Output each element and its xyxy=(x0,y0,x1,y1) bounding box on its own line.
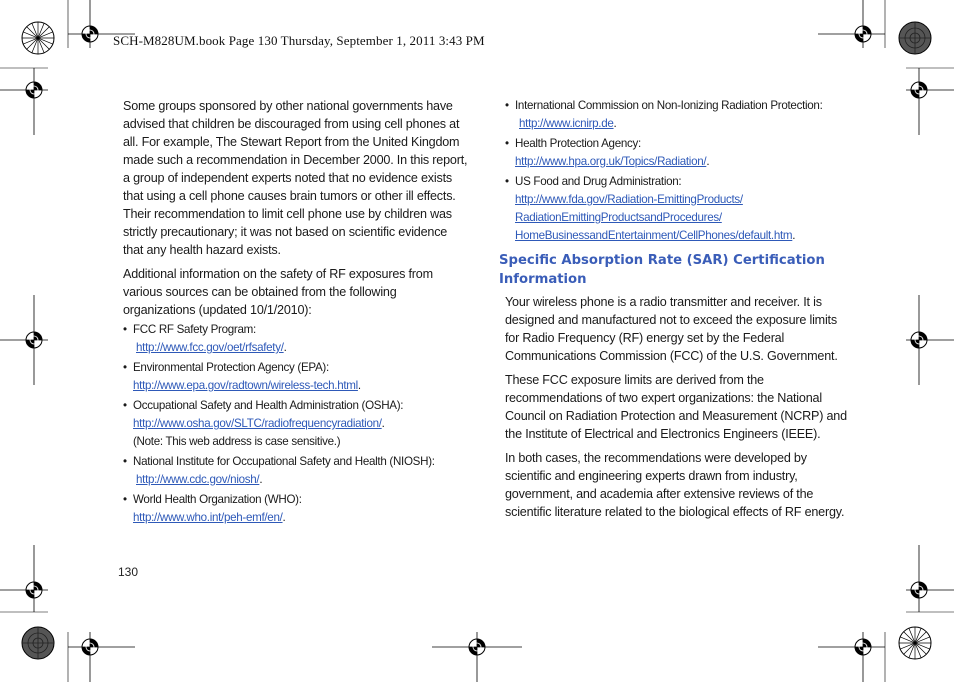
paragraph-transmitter: Your wireless phone is a radio transmitter and receiver. It is designed and manufactured not to exceed the exposure limits for Radio Frequency (RF) energy set by the Federal Communications Commission (FCC) of the U.S. Government. xyxy=(505,295,838,363)
list-item xyxy=(499,173,849,191)
list-item xyxy=(123,453,468,471)
paragraph-fcc-limits: These FCC exposure limits are derived from the recommendations of two expert organizations: the National Council on Radiation Protection and Measurement (NCRP) and the Institute of Electrical and Electronics Engineers (IEEE). xyxy=(505,373,847,441)
link-hpa[interactable]: http://www.hpa.org.uk/Topics/Radiation/ xyxy=(515,155,707,168)
link-fda-part-2[interactable]: RadiationEmittingProductsandProcedures/ xyxy=(515,211,722,224)
paragraph-stewart-report: Some groups sponsored by other national governments have advised that children be discouraged from using cell phones at all. For example, The Stewart Report from the United Kingdom made such a recommendation in December 2000. In this report, a group of independent experts noted that no evidence exists that using a cell phone causes brain tumors or other ill effects. Their recommendation to limit cell phone use by children was strictly precautionary; it was not based on scientific evidence that any health hazard exists. xyxy=(123,99,468,257)
link-osha[interactable]: http://www.osha.gov/SLTC/radiofrequencyradiation/ xyxy=(133,417,382,430)
list-item xyxy=(123,359,468,377)
org-label: US Food and Drug Administration: xyxy=(515,175,682,188)
bullet-mark: • xyxy=(123,455,127,468)
org-label: International Commission on Non-Ionizing Radiation Protection: xyxy=(515,99,823,112)
bullet-mark: • xyxy=(505,137,509,150)
paragraph-recommendations: In both cases, the recommendations were developed by scientific and engineering experts drawn from industry, government, and academia after extensive reviews of the scientific literature related to the biological effects of RF energy. xyxy=(505,451,845,519)
bullet-mark: • xyxy=(505,99,509,112)
bullet-mark: • xyxy=(123,493,127,506)
org-label: Occupational Safety and Health Administration (OSHA): xyxy=(133,399,404,412)
link-fda-part-3[interactable]: HomeBusinessandEntertainment/CellPhones/default.htm xyxy=(515,229,793,242)
bullet-mark: • xyxy=(123,323,127,336)
paragraph-additional-info: Additional information on the safety of RF exposures from various sources can be obtained from the following organizations (updated 10/1/2010): xyxy=(123,267,433,317)
list-item xyxy=(123,397,468,415)
section-heading-sar: Specific Absorption Rate (SAR) Certification Information xyxy=(499,253,825,287)
link-icnirp[interactable]: http://www.icnirp.de xyxy=(519,117,614,130)
right-column: • International Commission on Non-Ionizing Radiation Protection: http://www.icnirp.de. • Health Protection Agency: http://www.hpa.org.uk/Topics/Radiation/. • US Food and Drug Administration: http://www.fda.gov/Radiation-EmittingProducts/ RadiationEmittingProductsandProcedures/ HomeBusinessandEntertainment/CellPhones/default.htm. Specific Absorption Rate (SAR) Certification Information Your wireless phone is a radio transmitter and receiver. It is designed and manufactured not to exceed the exposure limits for Radio Frequency (RF) energy set by the Federal Communications Commission (FCC) of the U.S. Government. These FCC exposure limits are derived from the recommendations of two expert organizations: the National Council on Radiation Protection and Measurement (NCRP) and the Institute of Electrical and Electronics Engineers (IEEE). In both cases, the recommendations were developed by scientific and engineering experts drawn from industry, government, and academia after extensive reviews of the scientific literature related to the biological effects of RF energy. xyxy=(499,97,849,527)
org-label: FCC RF Safety Program: xyxy=(133,323,256,336)
list-item xyxy=(499,135,849,153)
list-item xyxy=(123,321,468,339)
link-epa[interactable]: http://www.epa.gov/radtown/wireless-tech.html xyxy=(133,379,358,392)
link-who[interactable]: http://www.who.int/peh-emf/en/ xyxy=(133,511,283,524)
org-label: World Health Organization (WHO): xyxy=(133,493,302,506)
list-item xyxy=(499,97,849,115)
org-label: Health Protection Agency: xyxy=(515,137,641,150)
page-number: 130 xyxy=(118,565,139,579)
bullet-mark: • xyxy=(505,175,509,188)
link-fcc[interactable]: http://www.fcc.gov/oet/rfsafety/ xyxy=(136,341,284,354)
bullet-mark: • xyxy=(123,399,127,412)
osha-note: (Note: This web address is case sensitive.) xyxy=(133,435,341,448)
list-item xyxy=(123,491,468,509)
left-column: Some groups sponsored by other national governments have advised that children be discouraged from using cell phones at all. For example, The Stewart Report from the United Kingdom made such a recommendation in December 2000. In this report, a group of independent experts noted that no evidence exists that using a cell phone causes brain tumors or other ill effects. Their recommendation to limit cell phone use by children was strictly precautionary; it was not based on scientific evidence that any health hazard exists. Additional information on the safety of RF exposures from various sources can be obtained from the following organizations (updated 10/1/2010): • FCC RF Safety Program: http://www.fcc.gov/oet/rfsafety/. • Environmental Protection Agency (EPA): http://www.epa.gov/radtown/wireless-tech.html. • Occupational Safety and Health Administration (OSHA): http://www.osha.gov/SLTC/radiofrequencyradiation/. (Note: This web address is case sensitive.) • National Institute for Occupational Safety and Health (NIOSH): http://www.cdc.gov/niosh/. • World Health Organization (WHO): http://www.who.int/peh-emf/en/. xyxy=(123,99,468,524)
bullet-mark: • xyxy=(123,361,127,374)
link-niosh[interactable]: http://www.cdc.gov/niosh/ xyxy=(136,473,260,486)
org-label: National Institute for Occupational Safety and Health (NIOSH): xyxy=(133,455,435,468)
book-header: SCH-M828UM.book Page 130 Thursday, September 1, 2011 3:43 PM xyxy=(113,33,485,48)
link-fda-part-1[interactable]: http://www.fda.gov/Radiation-EmittingProducts/ xyxy=(515,193,743,206)
org-label: Environmental Protection Agency (EPA): xyxy=(133,361,329,374)
